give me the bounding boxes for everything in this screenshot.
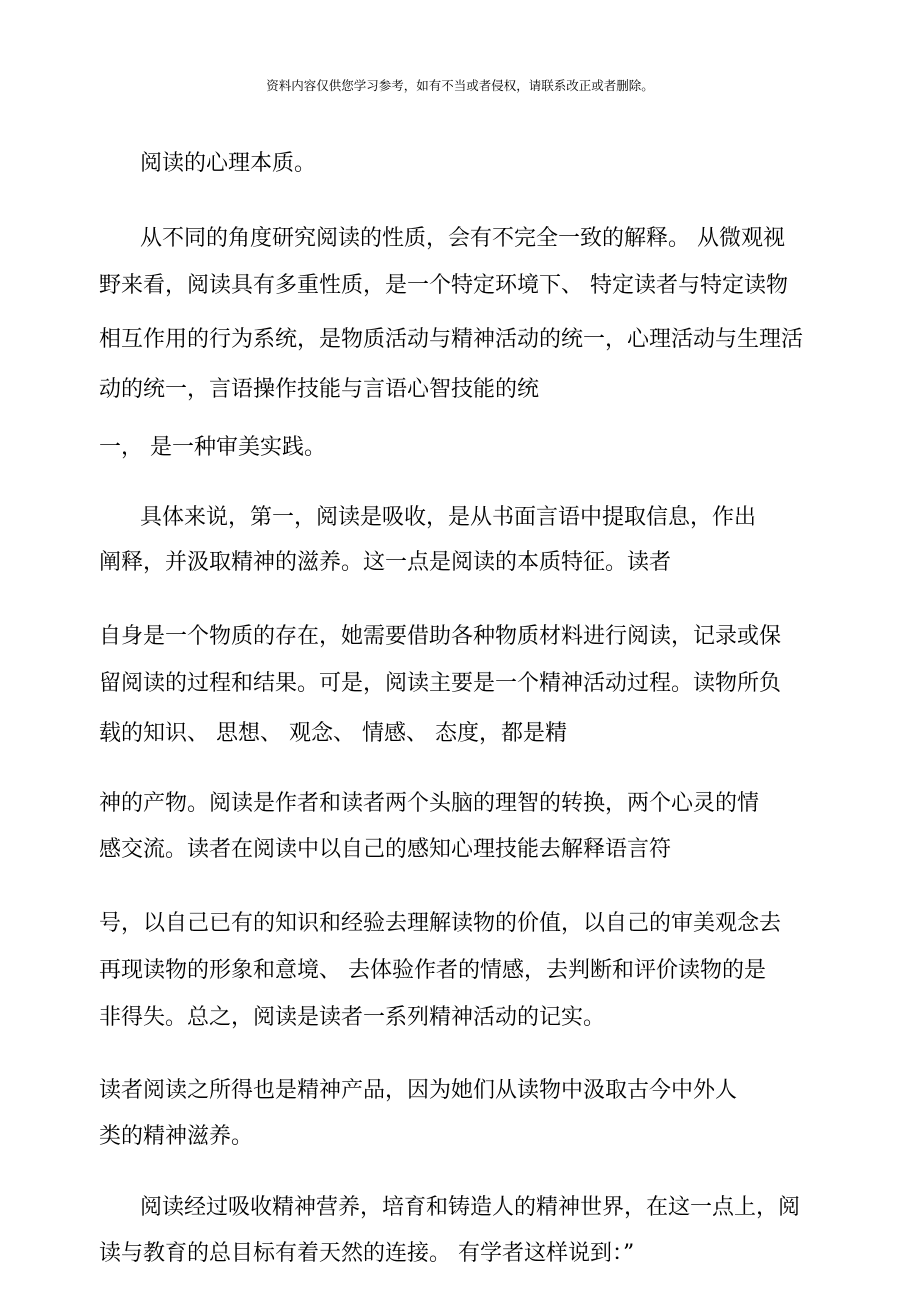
text-line: 野来看，阅读具有多重性质，是一个特定环境下、 特定读者与特定读物 — [99, 273, 788, 298]
text-line: 动的统一，言语操作技能与言语心智技能的统 — [99, 377, 540, 402]
text-line: 非得失。总之，阅读是读者一系列精神活动的记实。 — [99, 1005, 606, 1030]
text-line: 类的精神滋养。 — [99, 1124, 254, 1149]
text-line: 阅读经过吸收精神营养，培育和铸造人的精神世界，在这一点上，阅 — [140, 1195, 801, 1220]
text-line: 阐释，并汲取精神的滋养。这一点是阅读的本质特征。读者 — [99, 550, 672, 575]
text-line: 号，以自己已有的知识和经验去理解读物的价值，以自己的审美观念去 — [99, 911, 782, 936]
text-line: 再现读物的形象和意境、 去体验作者的情感，去判断和评价读物的是 — [99, 958, 766, 983]
text-line: 具体来说，第一，阅读是吸收，是从书面言语中提取信息，作出 — [140, 505, 757, 530]
text-line: 读者阅读之所得也是精神产品，因为她们从读物中汲取古今中外人 — [99, 1078, 738, 1103]
text-line: 载的知识、 思想、 观念、 情感、 态度，都是精 — [99, 721, 567, 746]
text-line: 阅读的心理本质。 — [140, 151, 317, 176]
header-disclaimer: 资料内容仅供您学习参考，如有不当或者侵权，请联系改正或者删除。 — [266, 78, 654, 93]
text-line: 一， 是一种审美实践。 — [99, 435, 326, 460]
text-line: 感交流。读者在阅读中以自己的感知心理技能去解释语言符 — [99, 837, 672, 862]
text-line: 自身是一个物质的存在，她需要借助各种物质材料进行阅读，记录或保 — [99, 624, 782, 649]
text-line: 相互作用的行为系统，是物质活动与精神活动的统一，心理活动与生理活 — [99, 327, 804, 352]
text-line: 读与教育的总目标有着天然的连接。 有学者这样说到：” — [99, 1241, 635, 1266]
text-line: 从不同的角度研究阅读的性质，会有不完全一致的解释。 从微观视 — [140, 226, 785, 251]
text-line: 神的产物。阅读是作者和读者两个头脑的理智的转换，两个心灵的情 — [99, 791, 760, 816]
text-line: 留阅读的过程和结果。可是，阅读主要是一个精神活动过程。读物所负 — [99, 671, 782, 696]
